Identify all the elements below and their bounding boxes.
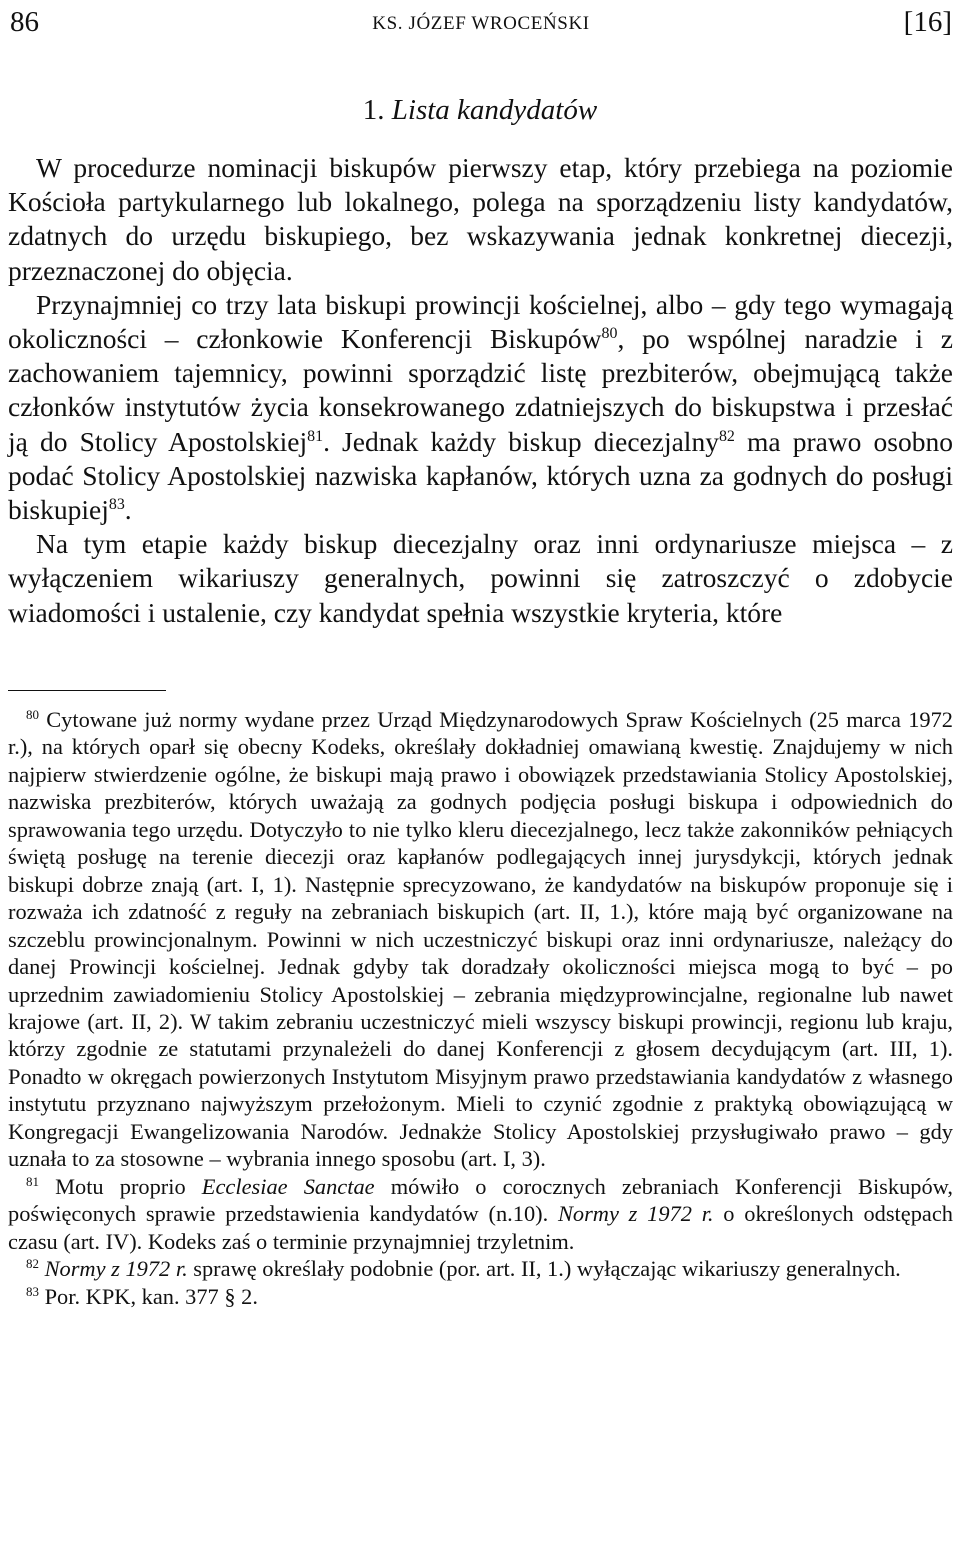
footnote-marker-83: 83	[26, 1283, 39, 1299]
footnote-81-italic-a: Ecclesiae Sanctae	[201, 1173, 375, 1199]
footnote-ref-82: 82	[718, 427, 735, 445]
footnote-81-text-b: mówiło o corocznych zebraniach Konferencji Biskupów, poświęconych sprawie przedstawienia kandydatów (n.10).	[8, 1173, 953, 1227]
paragraph-3: Na tym etapie każdy biskup diecezjalny oraz inni ordynariusze miejsca – z wyłączeniem wikariuszy generalnych, powinni się zatroszczyć o zdobycie wiadomości i ustalenie, czy kandydat spełnia wszystkie kryteria, które	[8, 528, 953, 628]
paragraph-2-text-b: , po wspólnej naradzie i z zachowaniem tajemnicy, powinni sporządzić listę prezbiterów, obejmującą także członków instytutów życia konsekrowanego zdatniejszych do biskupstwa i przesłać ją do Stolicy Apostolskiej	[8, 323, 953, 457]
main-text	[8, 151, 953, 630]
footnote-83	[8, 1283, 953, 1310]
footnote-81-text-c: o określonych odstępach czasu (art. IV). Kodeks zaś o terminie przynajmniej trzyletnim.	[8, 1201, 953, 1254]
paragraph-2-text-e: .	[124, 494, 132, 526]
footnote-82	[8, 1255, 953, 1282]
footnote-81	[8, 1173, 953, 1255]
paragraph-1: W procedurze nominacji biskupów pierwszy etap, który przebiega na poziomie Kościoła partykularnego lub lokalnego, polega na sporządzeniu listy kandydatów, zdatnych do urzędu biskupiego, bez wskazywania jednak konkretnej diecezji, przeznaczonej do objęcia.	[8, 152, 953, 286]
footnote-81-text-a: Motu proprio	[55, 1173, 202, 1199]
footnote-marker-81: 81	[26, 1173, 39, 1189]
section-heading-number: 1.	[362, 94, 385, 126]
running-head-author: KS. JÓZEF WROCEŃSKI	[372, 13, 590, 34]
footnote-80	[8, 706, 953, 1173]
footnote-81-italic-b: Normy z 1972 r.	[557, 1201, 714, 1227]
paragraph-2	[8, 288, 953, 527]
page-number: 86	[10, 6, 39, 38]
paragraph-2-text-c: . Jednak każdy biskup diecezjalny	[323, 425, 719, 457]
footnote-separator	[8, 690, 166, 691]
footnote-ref-81: 81	[307, 427, 324, 445]
footnote-82-italic-a: Normy z 1972 r.	[44, 1256, 188, 1282]
footnote-83-text: Por. KPK, kan. 377 § 2.	[44, 1283, 258, 1309]
paragraph-2-text-d: ma prawo osobno podać Stolicy Apostolskiej nazwiska kapłanów, których uzna za godnych do posługi biskupiej	[8, 425, 953, 526]
footnote-ref-83: 83	[108, 496, 125, 514]
running-header	[10, 6, 952, 38]
footnote-ref-80: 80	[601, 325, 618, 343]
footnotes	[8, 706, 953, 1310]
footnote-marker-80: 80	[26, 706, 39, 722]
footnote-80-text: Cytowane już normy wydane przez Urząd Międzynarodowych Spraw Kościelnych (25 marca 1972 r.), na których oparł się obecny Kodeks, określały dokładniej omawianą kwestię. Znajdujemy w nich najpierw stwierdzenie ogólne, że biskupi mają prawo i obowiązek przedstawiania Stolicy Apostolskiej, nazwiska prezbiterów, których uważają za godnych podjęcia posługi biskupa i odpowiednich do sprawowania tego urzędu. Dotyczyło to nie tylko kleru diecezjalnego, lecz także zakonników pełniących świętą posługę na terenie diecezji oraz kapłanów podlegających innej jurysdykcji, których jednak biskupi dobrze znają (art. I, 1). Następnie sprecyzowano, że kandydatów na biskupów proponuje się i rozważa ich zdatność z reguły na zebraniach biskupich (art. II, 1.), które mają być organizowane na szczeblu prowincjonalnym. Powinni w nich uczestniczyć biskupi oraz inni ordynariusze, należący do danej Prowincji kościelnej. Jednak gdyby tak doradzały okoliczności miejsca mogą to być – po uprzednim zawiadomieniu Stolicy Apostolskiej – zebrania międzyprowincjalne, regionalne lub nawet krajowe (art. II, 2). W takim zebraniu uczestniczyć mieli wszyscy biskupi prowincji, regionu lub kraju, którzy zgodnie ze statutami przynależeli do danej Konferencji z głosem decydującym (art. III, 1). Ponadto w okręgach powierzonych Instytutom Misyjnym prawo przedstawiania kandydatów z własnego instytutu przyznano najwyższym przełożonym. Mieli to czynić zgodnie z praktyką obowiązującą w Kongregacji Ewangelizowania Narodów. Jednakże Stolicy Apostolskiej przysługiwało prawo – gdy uznała to za stosowne – wybrania innego sposobu (art. I, 3).	[8, 707, 953, 1172]
paragraph-2-text-a: Przynajmniej co trzy lata biskupi prowincji kościelnej, albo – gdy tego wymagają okoliczności – członkowie Konferencji Biskupów	[8, 288, 953, 355]
section-marker: [16]	[903, 6, 952, 38]
footnote-82-text-a: sprawę określały podobnie (por. art. II, 1.) wyłączając wikariuszy generalnych.	[187, 1256, 901, 1282]
footnote-marker-82: 82	[26, 1256, 39, 1272]
section-heading-title: Lista kandydatów	[391, 94, 598, 126]
section-heading	[0, 92, 960, 128]
